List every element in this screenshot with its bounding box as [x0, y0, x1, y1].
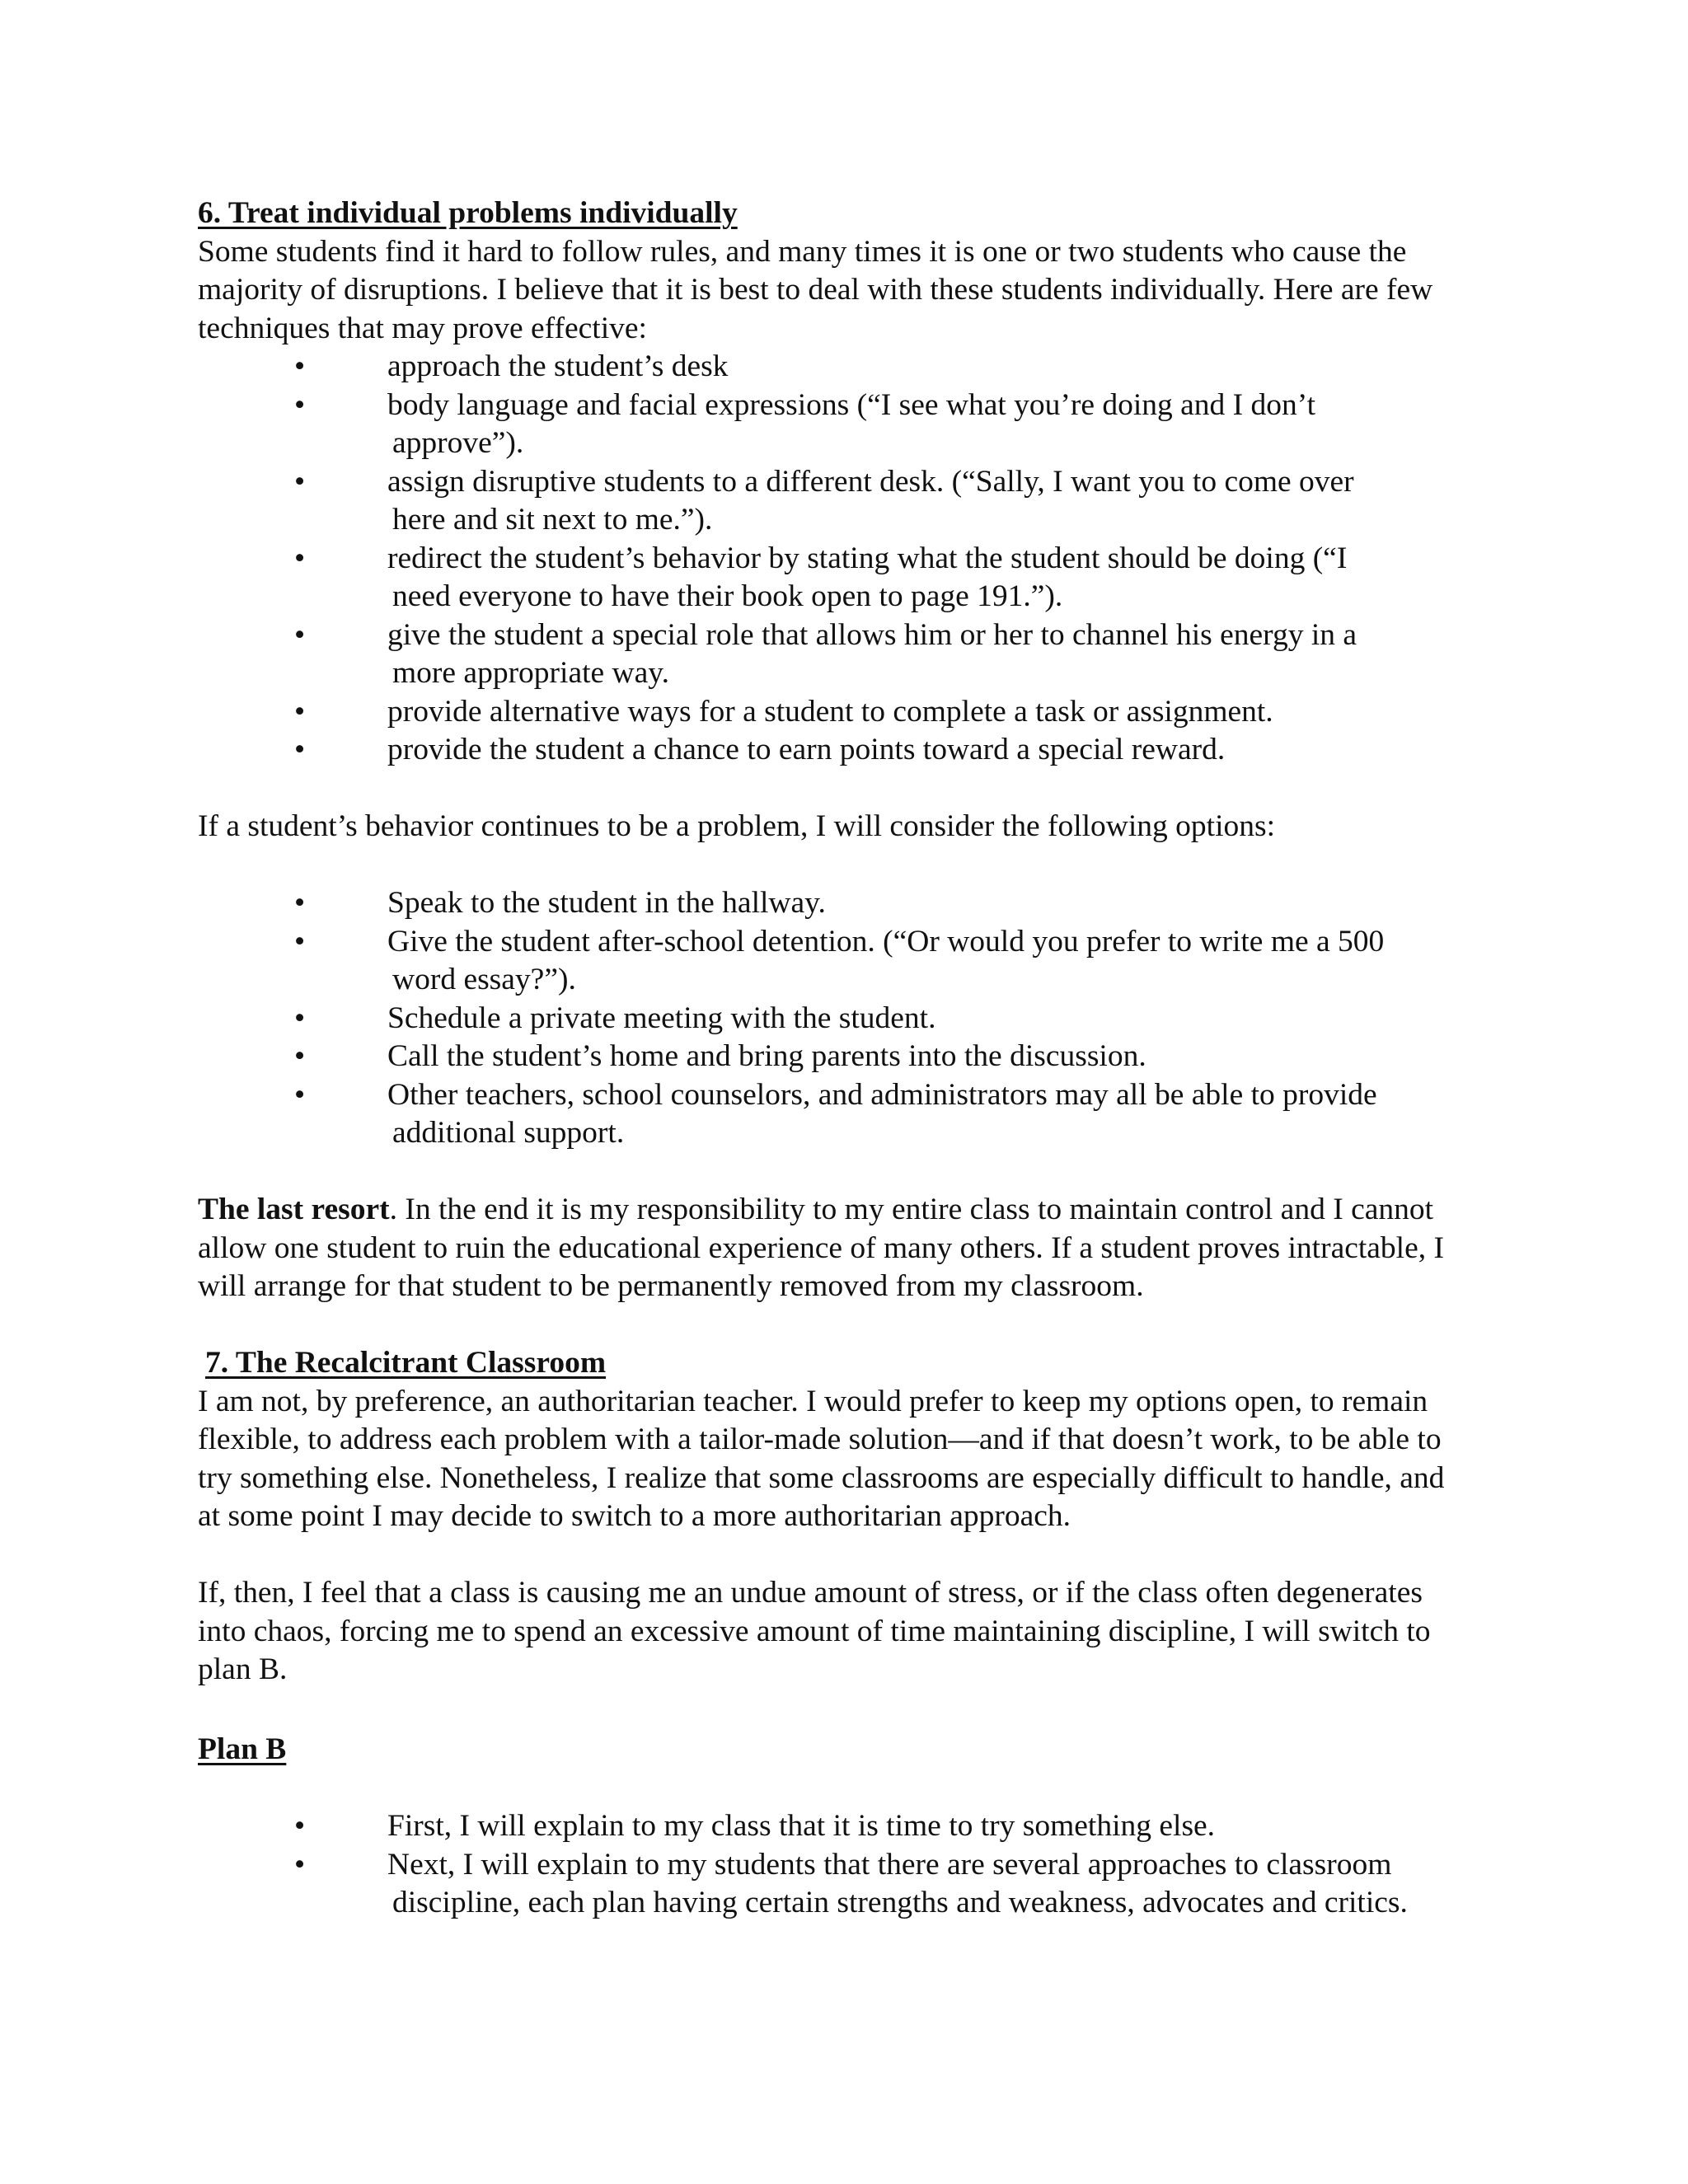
technique-item	[198, 616, 1500, 693]
followup-intro: If a student’s behavior continues to be a problem, I will consider the following options:	[198, 809, 1276, 843]
bullet-icon: •	[294, 886, 306, 920]
list-item-continuation: need everyone to have their book open to page 191.”).	[392, 579, 1063, 613]
section-7-heading: 7. The Recalcitrant Classroom	[205, 1346, 607, 1380]
bullet-icon: •	[294, 387, 306, 422]
list-item-line: Schedule a private meeting with the student.	[387, 1001, 936, 1035]
technique-item	[198, 387, 1500, 463]
list-item-text	[387, 731, 1500, 770]
list-item-text	[387, 616, 1500, 693]
list-item-text	[387, 884, 1500, 923]
list-item-text	[387, 540, 1500, 616]
list-item-line: body language and facial expressions (“I see what you’re doing and I don’t	[387, 387, 1316, 422]
list-item-continuation: word essay?”).	[392, 963, 576, 996]
bullet-icon: •	[294, 349, 306, 383]
section-6-intro: Some students find it hard to follow rules, and many times it is one or two students who cause the majority of disruptions. I believe that it is best to deal with these students individually. Here are few techniques that may prove effective:	[198, 234, 1433, 345]
technique-item	[198, 540, 1500, 616]
list-item-text	[387, 1000, 1500, 1038]
list-item-text	[387, 348, 1500, 387]
option-item	[198, 923, 1500, 1000]
techniques-list	[198, 348, 1500, 770]
list-item-continuation: additional support.	[392, 1116, 625, 1150]
list-item-line: give the student a special role that allows him or her to channel his energy in a	[387, 617, 1357, 652]
technique-item	[198, 731, 1500, 770]
list-item-line: redirect the student’s behavior by stating what the student should be doing (“I	[387, 541, 1348, 575]
section-7-paragraph-2: If, then, I feel that a class is causing me an undue amount of stress, or if the class often degenerates into chaos, forcing me to spend an excessive amount of time maintaining discipline, I will switch to plan B.	[198, 1576, 1431, 1686]
option-item	[198, 1000, 1500, 1038]
list-item-line: approach the student’s desk	[387, 349, 729, 383]
last-resort-label: The last resort	[198, 1193, 390, 1226]
bullet-icon: •	[294, 733, 306, 766]
last-resort-paragraph	[198, 1191, 1467, 1306]
section-7-paragraph-1: I am not, by preference, an authoritarian teacher. I would prefer to keep my options open, to remain flexible, to address each problem with a tailor-made solution—and if that doesn’t work, to be able to try something else. Nonetheless, I realize that some classrooms are especially difficult to handle, and at some point I may decide to switch to a more authoritarian approach.	[198, 1384, 1445, 1533]
list-item-line: Speak to the student in the hallway.	[387, 886, 826, 920]
bullet-icon: •	[294, 464, 306, 499]
list-item-continuation: here and sit next to me.”).	[392, 503, 713, 537]
list-item-continuation: approve”).	[392, 426, 524, 460]
list-item-line: provide alternative ways for a student to complete a task or assignment.	[387, 694, 1273, 729]
options-list	[198, 884, 1500, 1153]
bullet-icon: •	[294, 1077, 306, 1112]
technique-item	[198, 348, 1500, 387]
list-item-text	[387, 387, 1500, 463]
technique-item	[198, 463, 1500, 540]
section-6-heading: 6. Treat individual problems individually	[198, 196, 738, 230]
plan-b-step	[198, 1846, 1500, 1923]
list-item-text	[387, 1846, 1500, 1923]
technique-item	[198, 693, 1500, 732]
option-item	[198, 884, 1500, 923]
list-item-line: Call the student’s home and bring parents into the discussion.	[387, 1039, 1146, 1073]
bullet-icon: •	[294, 1001, 306, 1035]
list-item-text	[387, 693, 1500, 732]
list-item-text	[387, 1038, 1500, 1076]
bullet-icon: •	[294, 924, 306, 958]
list-item-line: assign disruptive students to a different desk. (“Sally, I want you to come over	[387, 464, 1354, 499]
bullet-icon: •	[294, 1847, 306, 1882]
list-item-line: provide the student a chance to earn points toward a special reward.	[387, 733, 1226, 766]
option-item	[198, 1038, 1500, 1076]
document-page	[198, 194, 1500, 1923]
bullet-icon: •	[294, 617, 306, 652]
list-item-text	[387, 1807, 1500, 1846]
last-resort-text: . In the end it is my responsibility to my entire class to maintain control and I cannot allow one student to ruin the educational experience of many others. If a student proves intractable, I will arrange for that student to be permanently removed from my classroom.	[198, 1193, 1444, 1303]
list-item-continuation: discipline, each plan having certain strengths and weakness, advocates and critics.	[392, 1886, 1408, 1919]
bullet-icon: •	[294, 1809, 306, 1843]
list-item-continuation: more appropriate way.	[392, 656, 669, 690]
list-item-text	[387, 463, 1500, 540]
list-item-line: Next, I will explain to my students that there are several approaches to classroom	[387, 1847, 1392, 1882]
plan-b-steps-list	[198, 1807, 1500, 1923]
plan-b-heading: Plan B	[198, 1732, 287, 1766]
bullet-icon: •	[294, 541, 306, 575]
list-item-line: Give the student after-school detention. (“Or would you prefer to write me a 500	[387, 924, 1385, 958]
list-item-text	[387, 923, 1500, 1000]
list-item-text	[387, 1076, 1500, 1153]
list-item-line: Other teachers, school counselors, and administrators may all be able to provide	[387, 1077, 1377, 1112]
plan-b-step	[198, 1807, 1500, 1846]
list-item-line: First, I will explain to my class that it is time to try something else.	[387, 1809, 1216, 1843]
bullet-icon: •	[294, 694, 306, 729]
bullet-icon: •	[294, 1039, 306, 1073]
option-item	[198, 1076, 1500, 1153]
